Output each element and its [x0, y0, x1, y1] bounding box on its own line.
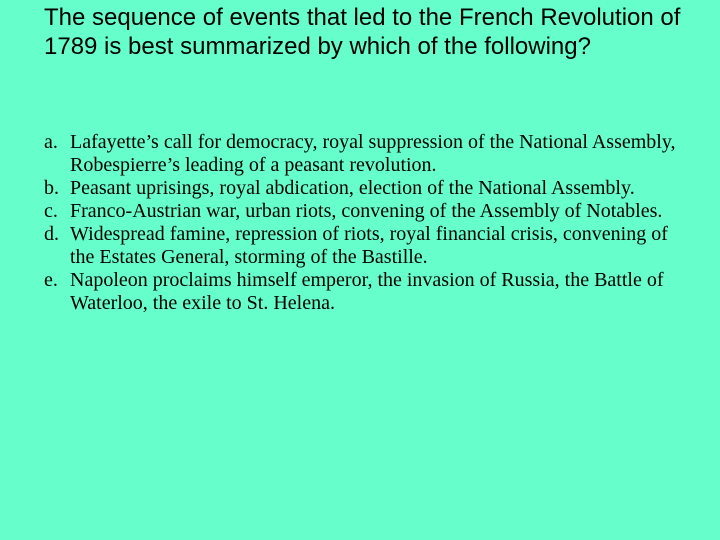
option-letter: c.: [44, 200, 58, 222]
option-text: Lafayette’s call for democracy, royal suppression of the National Assembly, Robespierre’s leading of a peasant revolution.: [70, 131, 676, 176]
option-letter: a.: [44, 131, 58, 153]
option-text: Peasant uprisings, royal abdication, election of the National Assembly.: [70, 177, 635, 199]
answer-option-a: [44, 131, 684, 177]
answer-options: [44, 131, 684, 315]
answer-option-c: [44, 200, 684, 223]
option-letter: b.: [44, 177, 59, 199]
option-text: Franco-Austrian war, urban riots, convening of the Assembly of Notables.: [70, 200, 663, 222]
question-text: The sequence of events that led to the French Revolution of 1789 is best summarized by which of the following?: [44, 4, 681, 60]
answer-option-b: [44, 177, 684, 200]
answer-option-d: [44, 223, 684, 269]
answer-option-e: [44, 269, 684, 315]
option-text: Widespread famine, repression of riots, royal financial crisis, convening of the Estates General, storming of the Bastille.: [70, 223, 668, 268]
option-letter: e.: [44, 269, 58, 291]
option-letter: d.: [44, 223, 59, 245]
option-text: Napoleon proclaims himself emperor, the invasion of Russia, the Battle of Waterloo, the exile to St. Helena.: [70, 269, 664, 314]
